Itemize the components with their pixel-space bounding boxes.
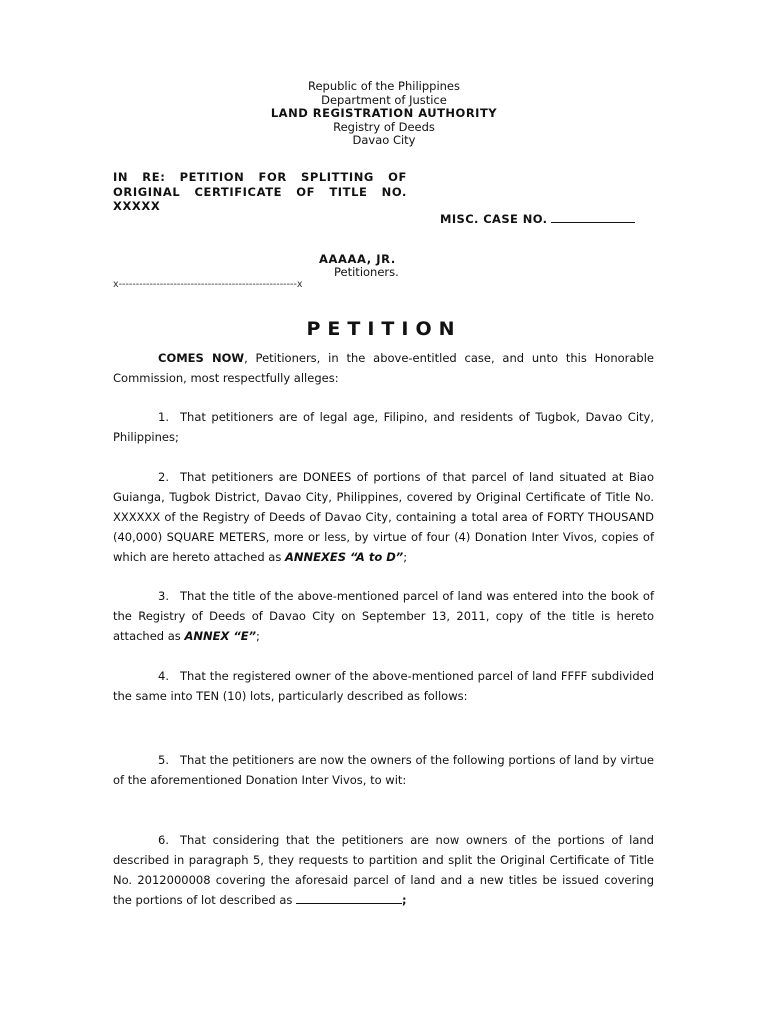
paragraph-6: 6. That considering that the petitioners are now owners of the portions of land described in paragraph 5, they requests to partition and split the Original Certificate of Title No. 2012000008 covering the aforesaid parcel of land and a new titles be issued covering the portions of lot described as ;	[113, 833, 654, 907]
intro-paragraph	[113, 349, 654, 389]
caption-line-2: ORIGINAL CERTIFICATE OF TITLE NO.	[113, 184, 407, 199]
header-registry: Registry of Deeds	[333, 119, 435, 134]
case-caption	[113, 170, 407, 214]
annex-reference: ANNEXES “A to D”	[284, 549, 404, 564]
caption-separator: x----------------------------------------------------x	[113, 279, 303, 290]
paragraph-number: 5.	[158, 753, 169, 767]
intro-text: , Petitioners, in the above-entitled case, and unto this Honorable Commission, most respectfully alleges:	[113, 351, 654, 385]
document-title: PETITION	[306, 318, 462, 340]
paragraph-number: 1.	[158, 410, 169, 424]
lot-description-blank	[296, 891, 402, 904]
intro-lead: COMES NOW	[158, 351, 245, 365]
header-republic: Republic of the Philippines	[307, 79, 461, 93]
case-number-blank	[551, 211, 635, 223]
paragraph-5	[113, 751, 654, 791]
annex-reference: ANNEX “E”	[184, 628, 256, 643]
paragraph-text: That the title of the above-mentioned parcel of land was entered into the book of the Registry of Deeds of Davao City on September 13, 2011, copy of the title is hereto attached as	[113, 589, 654, 643]
caption-line-1: IN RE: PETITION FOR SPLITTING OF	[113, 170, 407, 184]
paragraph-1	[113, 408, 654, 448]
misc-case-number: MISC. CASE NO.	[440, 211, 635, 226]
paragraph-text: That the petitioners are now the owners of the following portions of land by virtue of the aforementioned Donation Inter Vivos, to wit:	[113, 753, 654, 787]
header-authority: LAND REGISTRATION AUTHORITY	[270, 106, 498, 120]
caption-line-3: XXXXX	[113, 199, 161, 213]
paragraph-number: 3.	[158, 589, 169, 603]
petitioner-role: Petitioners.	[334, 265, 399, 279]
paragraph-4	[113, 667, 654, 707]
paragraph-text: That petitioners are DONEES of portions of that parcel of land situated at Biao Guianga, Tugbok District, Davao City, Philippines, covered by Original Certificate of Title No. XXXXXX of the Registry of Deeds of Davao City, containing a total area of FORTY THOUSAND (40,000) SQUARE METERS, more or less, by virtue of four (4) Donation Inter Vivos, copies of which are hereto attached as	[113, 470, 654, 564]
paragraph-3: 3. That the title of the above-mentioned parcel of land was entered into the book of the Registry of Deeds of Davao City on September 13, 2011, copy of the title is hereto attached as ANNEX “E”;	[113, 589, 654, 643]
paragraph-number: 6.	[158, 833, 169, 847]
paragraph-number: 2.	[158, 470, 169, 484]
paragraph-text: That considering that the petitioners are now owners of the portions of land described in paragraph 5, they requests to partition and split the Original Certificate of Title No. 2012000008 covering the aforesaid parcel of land and a new titles be issued covering the portions of lot described as	[113, 833, 654, 907]
header-city: Davao City	[352, 133, 416, 147]
document-header	[0, 80, 768, 148]
header-department: Department of Justice	[321, 92, 447, 107]
paragraph-text: That petitioners are of legal age, Filipino, and residents of Tugbok, Davao City, Philippines;	[113, 410, 654, 444]
paragraph-2: 2. That petitioners are DONEES of portions of that parcel of land situated at Biao Guianga, Tugbok District, Davao City, Philippines, covered by Original Certificate of Title No. XXXXXX of the Registry of Deeds of Davao City, containing a total area of FORTY THOUSAND (40,000) SQUARE METERS, more or less, by virtue of four (4) Donation Inter Vivos, copies of which are hereto attached as ANNEXES “A to D”;	[113, 470, 654, 564]
paragraph-text: That the registered owner of the above-mentioned parcel of land FFFF subdivided the same into TEN (10) lots, particularly described as follows:	[113, 669, 654, 703]
paragraph-number: 4.	[158, 669, 169, 683]
petitioner-name: AAAAA, JR.	[319, 252, 396, 266]
